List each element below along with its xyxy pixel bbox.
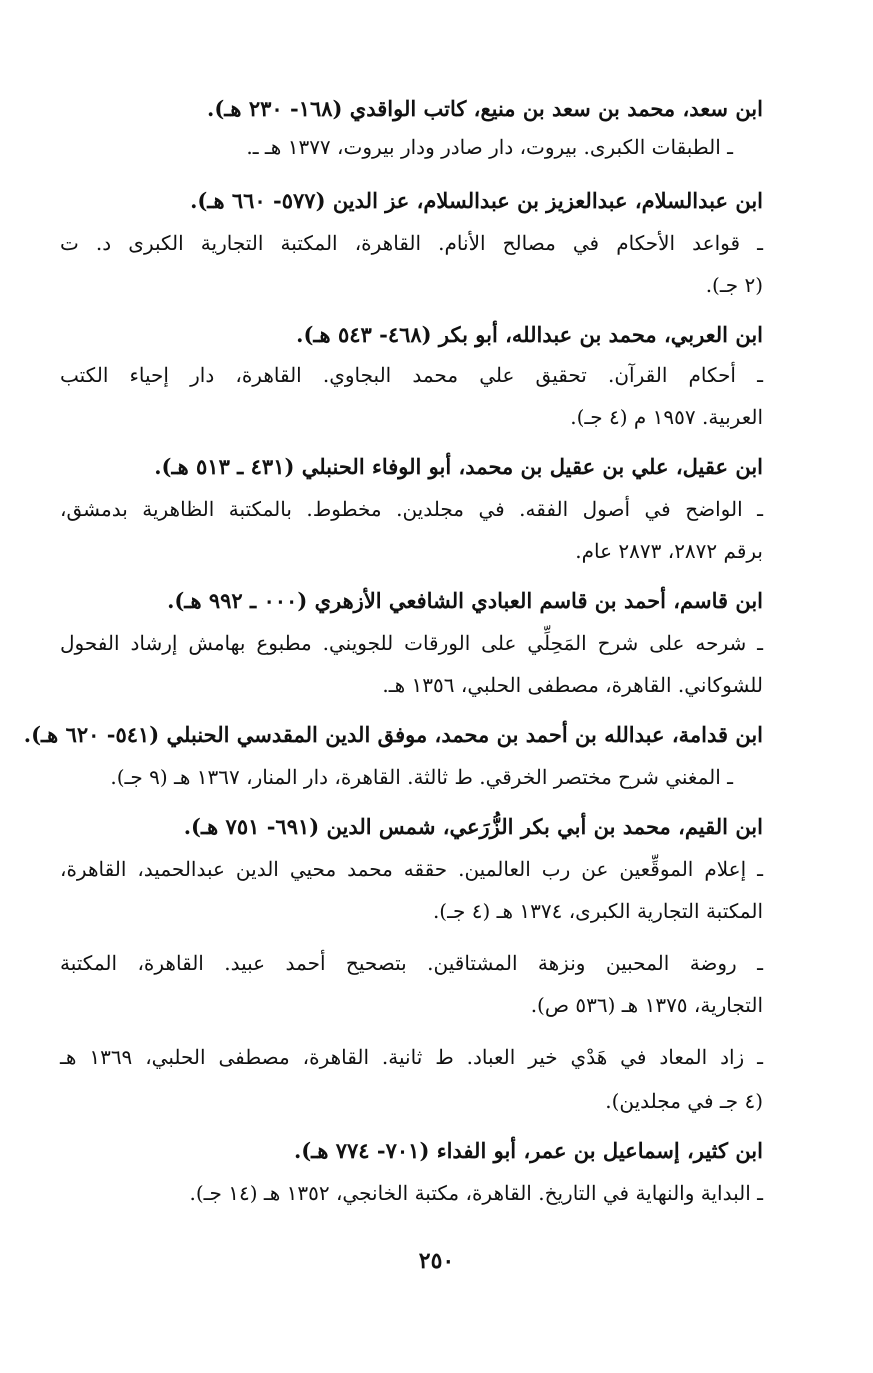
reference-line-continuation: للشوكاني. القاهرة، مصطفى الحلبي، ١٣٥٦ هـ. [382, 673, 763, 697]
reference-line: ـ زاد المعاد في هَدْي خير العباد. ط ثانية. القاهرة، مصطفى الحلبي، ١٣٦٩ هـ [60, 1045, 763, 1069]
bibliography-entry-heading: ابن عقيل، علي بن عقيل بن محمد، أبو الوفاء الحنبلي (٤٣١ ـ ٥١٣ هـ). [154, 454, 763, 479]
reference-line: ـ إعلام الموقِّعين عن رب العالمين. حققه محمد محيي الدين عبدالحميد، القاهرة، [60, 857, 763, 881]
reference-line-continuation: المكتبة التجارية الكبرى، ١٣٧٤ هـ (٤ جـ). [432, 899, 763, 923]
reference-line: ـ المغني شرح مختصر الخرقي. ط ثالثة. القاهرة، دار المنار، ١٣٦٧ هـ (٩ جـ). [110, 765, 733, 789]
reference-line-continuation: التجارية، ١٣٧٥ هـ (٥٣٦ ص). [530, 993, 763, 1017]
bibliography-entry-heading: ابن سعد، محمد بن سعد بن منيع، كاتب الواقدي (١٦٨- ٢٣٠ هـ). [207, 96, 763, 121]
reference-line-continuation: برقم ٢٨٧٢، ٢٨٧٣ عام. [575, 539, 763, 563]
bibliography-entry-heading: ابن القيم، محمد بن أبي بكر الزُّرَعي، شمس الدين (٦٩١- ٧٥١ هـ). [183, 814, 763, 839]
page-number: ٢٥٠ [418, 1248, 455, 1274]
reference-line: ـ شرحه على شرح المَحِلِّي على الورقات للجويني. مطبوع بهامش إرشاد الفحول [60, 631, 763, 655]
reference-line: ـ الواضح في أصول الفقه. في مجلدين. مخطوط. بالمكتبة الظاهرية بدمشق، [60, 497, 763, 521]
reference-line-continuation: (٤ جـ في مجلدين). [605, 1089, 763, 1113]
bibliography-entry-heading: ابن قاسم، أحمد بن قاسم العبادي الشافعي الأزهري (٠٠٠ ـ ٩٩٢ هـ). [167, 588, 763, 613]
reference-line: ـ أحكام القرآن. تحقيق علي محمد البجاوي. القاهرة، دار إحياء الكتب [60, 363, 763, 387]
reference-line-continuation: (٢ جـ). [705, 273, 763, 297]
reference-line: ـ روضة المحبين ونزهة المشتاقين. بتصحيح أحمد عبيد. القاهرة، المكتبة [60, 951, 763, 975]
reference-line: ـ البداية والنهاية في التاريخ. القاهرة، مكتبة الخانجي، ١٣٥٢ هـ (١٤ جـ). [189, 1181, 763, 1205]
bibliography-entry-heading: ابن عبدالسلام، عبدالعزيز بن عبدالسلام، عز الدين (٥٧٧- ٦٦٠ هـ). [190, 188, 763, 213]
reference-line: ـ الطبقات الكبرى. بيروت، دار صادر ودار بيروت، ١٣٧٧ هـ ـ. [246, 135, 733, 159]
bibliography-entry-heading: ابن قدامة، عبدالله بن أحمد بن محمد، موفق الدين المقدسي الحنبلي (٥٤١- ٦٢٠ هـ). [23, 722, 763, 747]
reference-line-continuation: العربية. ١٩٥٧ م (٤ جـ). [570, 405, 763, 429]
reference-line: ـ قواعد الأحكام في مصالح الأنام. القاهرة، المكتبة التجارية الكبرى د. ت [60, 231, 763, 255]
bibliography-entry-heading: ابن كثير، إسماعيل بن عمر، أبو الفداء (٧٠١- ٧٧٤ هـ). [293, 1138, 763, 1163]
bibliography-entry-heading: ابن العربي، محمد بن عبدالله، أبو بكر (٤٦٨- ٥٤٣ هـ). [296, 322, 763, 347]
